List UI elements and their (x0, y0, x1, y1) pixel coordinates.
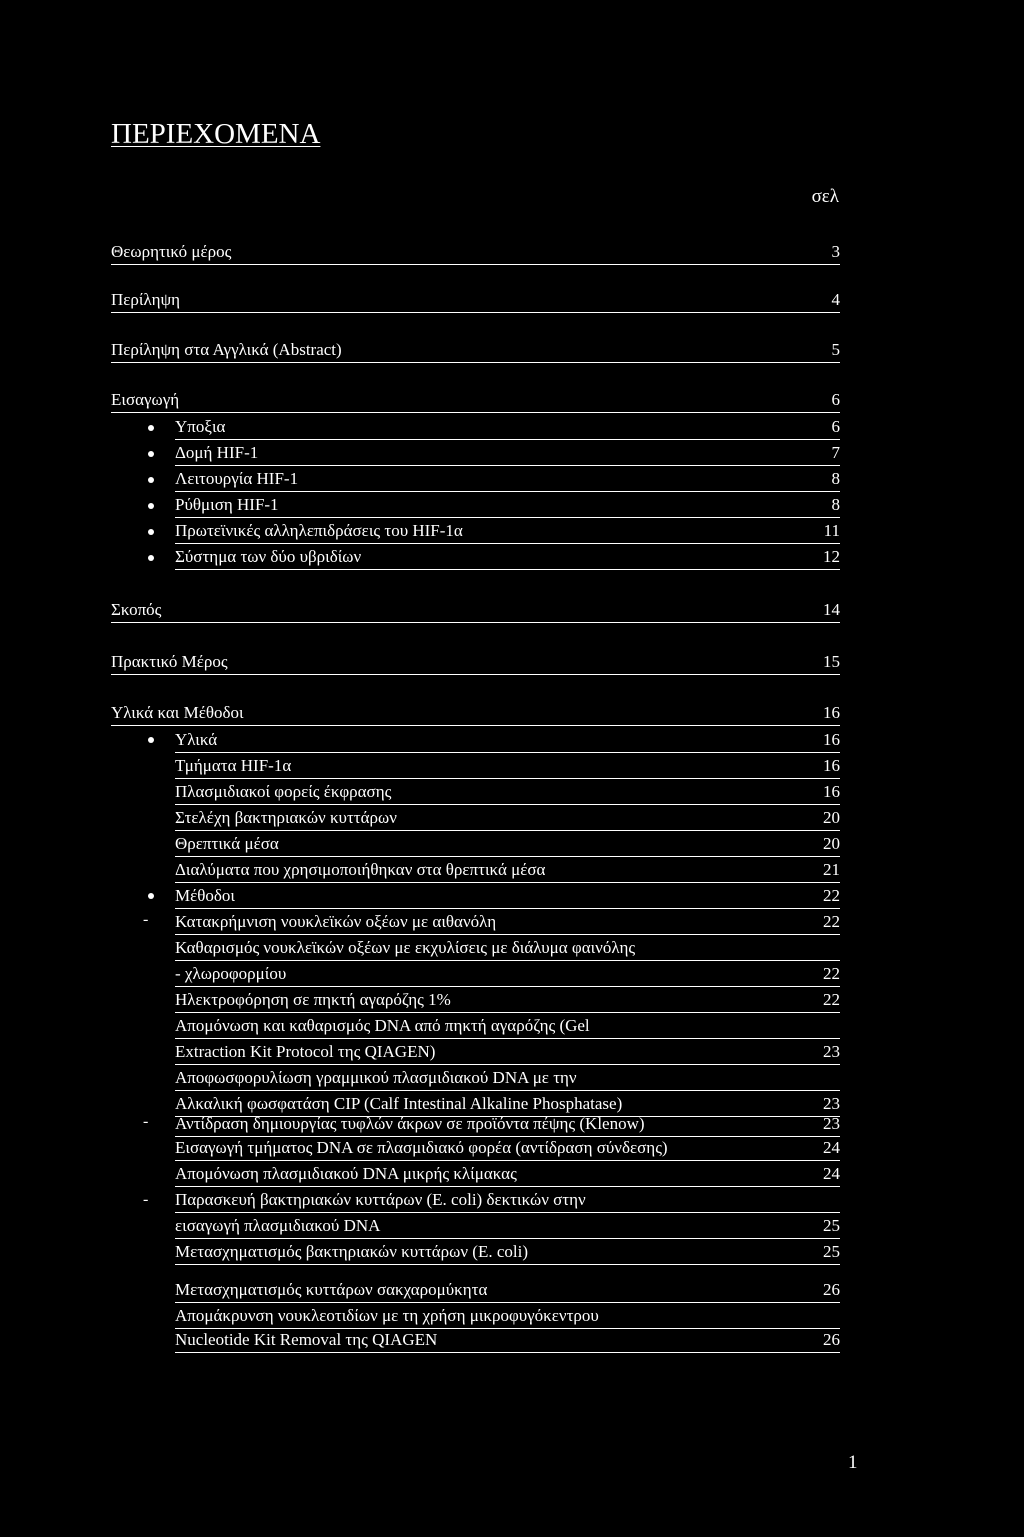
toc-entry[interactable] (175, 521, 840, 544)
bullet-icon (148, 503, 154, 509)
toc-entry-page: 23 (823, 1114, 840, 1133)
toc-entry-text: Εισαγωγή (111, 390, 180, 409)
toc-entry-page: 11 (823, 521, 840, 540)
toc-entry-text: Περίληψη (111, 290, 180, 309)
page-number: 1 (848, 1452, 858, 1473)
toc-entry-text: Λειτουργία HIF-1 (175, 469, 299, 488)
toc-entry-text: Πρωτεϊνικές αλληλεπιδράσεις του HIF-1α (175, 521, 463, 540)
toc-entry-page: 26 (823, 1280, 840, 1299)
toc-entry-page: 22 (823, 964, 840, 983)
toc-entry-text: Κατακρήμνιση νουκλεϊκών οξέων με αιθανόλη (175, 912, 497, 931)
toc-entry-page: 8 (831, 495, 840, 514)
toc-entry-page: 20 (823, 808, 840, 827)
toc-entry-text: Τμήματα HIF-1α (175, 756, 292, 775)
bullet-icon (148, 477, 154, 483)
toc-entry-text: Δομή HIF-1 (175, 443, 259, 462)
toc-entry[interactable] (111, 703, 840, 726)
dash-marker: - (143, 911, 149, 928)
toc-entry-page: 22 (823, 990, 840, 1009)
toc-entry-text: Απομόνωση πλασμιδιακού DNA μικρής κλίμακας (175, 1164, 517, 1183)
toc-entry-page: 12 (823, 547, 840, 566)
toc-entry[interactable] (175, 886, 840, 909)
toc-entry-text: Στελέχη βακτηριακών κυττάρων (175, 808, 397, 827)
toc-entry-text: Extraction Kit Protocol της QIAGEN) (175, 1042, 436, 1061)
toc-entry[interactable] (175, 756, 840, 779)
toc-entry[interactable] (175, 1068, 840, 1091)
toc-entry-text: Υποξια (175, 417, 226, 436)
toc-entry-text: Παρασκευή βακτηριακών κυττάρων (E. coli) δεκτικών στην (175, 1190, 586, 1209)
toc-entry-page: 6 (831, 390, 840, 409)
toc-entry[interactable] (175, 417, 840, 440)
toc-entry-page: 16 (823, 782, 840, 801)
toc-entry-text: Μετασχηματισμός κυττάρων σακχαρομύκητα (175, 1280, 488, 1299)
toc-entry-page: 16 (823, 703, 840, 722)
bullet-icon (148, 425, 154, 431)
page-column-label: σελ (811, 186, 839, 207)
toc-entry[interactable] (175, 1138, 840, 1161)
toc-entry[interactable] (175, 912, 840, 935)
toc-entry-text: Nucleotide Kit Removal της QIAGEN (175, 1330, 438, 1349)
toc-entry-text: Σκοπός (111, 600, 162, 619)
bullet-icon (148, 893, 154, 899)
toc-entry[interactable] (175, 834, 840, 857)
toc-entry-text: Εισαγωγή τμήματος DNA σε πλασμιδιακό φορέα (αντίδραση σύνδεσης) (175, 1138, 668, 1157)
toc-entry-page: 14 (823, 600, 840, 619)
toc-entry-text: Αποφωσφορυλίωση γραμμικού πλασμιδιακού DNA με την (175, 1068, 577, 1087)
toc-entry-text: Μετασχηματισμός βακτηριακών κυττάρων (E. coli) (175, 1242, 528, 1261)
toc-entry[interactable] (175, 495, 840, 518)
toc-entry-page: 3 (831, 242, 840, 261)
toc-entry-page: 22 (823, 886, 840, 905)
toc-entry[interactable] (111, 340, 840, 363)
toc-entry-text: Αλκαλική φωσφατάση CIP (Calf Intestinal Alkaline Phosphatase) (175, 1094, 623, 1113)
toc-entry-text: Διαλύματα που χρησιμοποιήθηκαν στα θρεπτικά μέσα (175, 860, 546, 879)
toc-entry[interactable] (111, 290, 840, 313)
toc-entry-page: 23 (823, 1094, 840, 1113)
toc-entry[interactable] (175, 990, 840, 1013)
toc-entry-page: 7 (831, 443, 840, 462)
toc-entry-text: Αντίδραση δημιουργίας τυφλών άκρων σε προϊόντα πέψης (Klenow) (175, 1114, 645, 1133)
toc-entry[interactable] (175, 808, 840, 831)
toc-entry[interactable] (111, 242, 840, 265)
bullet-icon (148, 451, 154, 457)
toc-entry[interactable] (175, 730, 840, 753)
toc-entry[interactable] (175, 1242, 840, 1265)
toc-entry[interactable] (175, 964, 840, 987)
toc-entry[interactable] (175, 1280, 840, 1303)
toc-entry-text: Υλικά και Μέθοδοι (111, 703, 244, 722)
toc-entry[interactable] (175, 1164, 840, 1187)
toc-entry-page: 5 (831, 340, 840, 359)
toc-entry-text: Πρακτικό Μέρος (111, 652, 228, 671)
toc-entry-text: Θρεπτικά μέσα (175, 834, 279, 853)
bullet-icon (148, 529, 154, 535)
toc-entry[interactable] (175, 1190, 840, 1213)
toc-entry[interactable] (175, 469, 840, 492)
toc-entry[interactable] (175, 1216, 840, 1239)
toc-entry[interactable] (111, 652, 840, 675)
toc-entry-text: Μέθοδοι (175, 886, 235, 905)
toc-entry-page: 16 (823, 730, 840, 749)
toc-entry[interactable] (175, 860, 840, 883)
toc-entry-page: 20 (823, 834, 840, 853)
toc-entry-page: 21 (823, 860, 840, 879)
toc-entry-page: 24 (823, 1138, 840, 1157)
toc-entry[interactable] (175, 938, 840, 961)
toc-entry-page: 15 (823, 652, 840, 671)
toc-entry-page: 23 (823, 1042, 840, 1061)
toc-entry-text: Πλασμιδιακοί φορείς έκφρασης (175, 782, 392, 801)
toc-entry[interactable] (175, 547, 840, 570)
toc-entry-text: Καθαρισμός νουκλεϊκών οξέων με εκχυλίσεις με διάλυμα φαινόλης (175, 938, 636, 957)
toc-entry-page: 4 (831, 290, 840, 309)
toc-entry-text: Απομόνωση και καθαρισμός DNA από πηκτή αγαρόζης (Gel (175, 1016, 590, 1035)
toc-entry-text: - χλωροφορμίου (175, 964, 287, 983)
toc-entry[interactable] (175, 1114, 840, 1137)
toc-entry-text: εισαγωγή πλασμιδιακού DNA (175, 1216, 381, 1235)
toc-entry-text: Περίληψη στα Αγγλικά (Abstract) (111, 340, 342, 359)
toc-entry-page: 6 (831, 417, 840, 436)
toc-entry-page: 25 (823, 1242, 840, 1261)
toc-entry[interactable] (175, 1330, 840, 1353)
toc-entry-text: Απομάκρυνση νουκλεοτιδίων με τη χρήση μικροφυγόκεντρου (175, 1306, 599, 1325)
toc-entry-text: Σύστημα των δύο υβριδίων (175, 547, 362, 566)
toc-entry-text: Ηλεκτροφόρηση σε πηκτή αγαρόζης 1% (175, 990, 451, 1009)
toc-entry[interactable] (175, 1016, 840, 1039)
toc-entry-text: Θεωρητικό μέρος (111, 242, 232, 261)
toc-entry-page: 26 (823, 1330, 840, 1349)
toc-entry-page: 25 (823, 1216, 840, 1235)
toc-entry-text: Υλικά (175, 730, 218, 749)
bullet-icon (148, 737, 154, 743)
toc-entry-page: 16 (823, 756, 840, 775)
toc-entry[interactable] (111, 600, 840, 623)
bullet-icon (148, 555, 154, 561)
toc-entry-text: Ρύθμιση HIF-1 (175, 495, 279, 514)
toc-entry-page: 22 (823, 912, 840, 931)
page-title: ΠΕΡΙΕΧΟΜΕΝΑ (111, 118, 321, 150)
toc-entry[interactable] (175, 1306, 840, 1329)
toc-entry-page: 8 (831, 469, 840, 488)
toc-entry-page: 24 (823, 1164, 840, 1183)
toc-entry[interactable] (175, 443, 840, 466)
toc-entry[interactable] (175, 782, 840, 805)
dash-marker: - (143, 1113, 149, 1130)
toc-entry[interactable] (175, 1042, 840, 1065)
dash-marker: - (143, 1191, 149, 1208)
toc-entry[interactable] (111, 390, 840, 413)
